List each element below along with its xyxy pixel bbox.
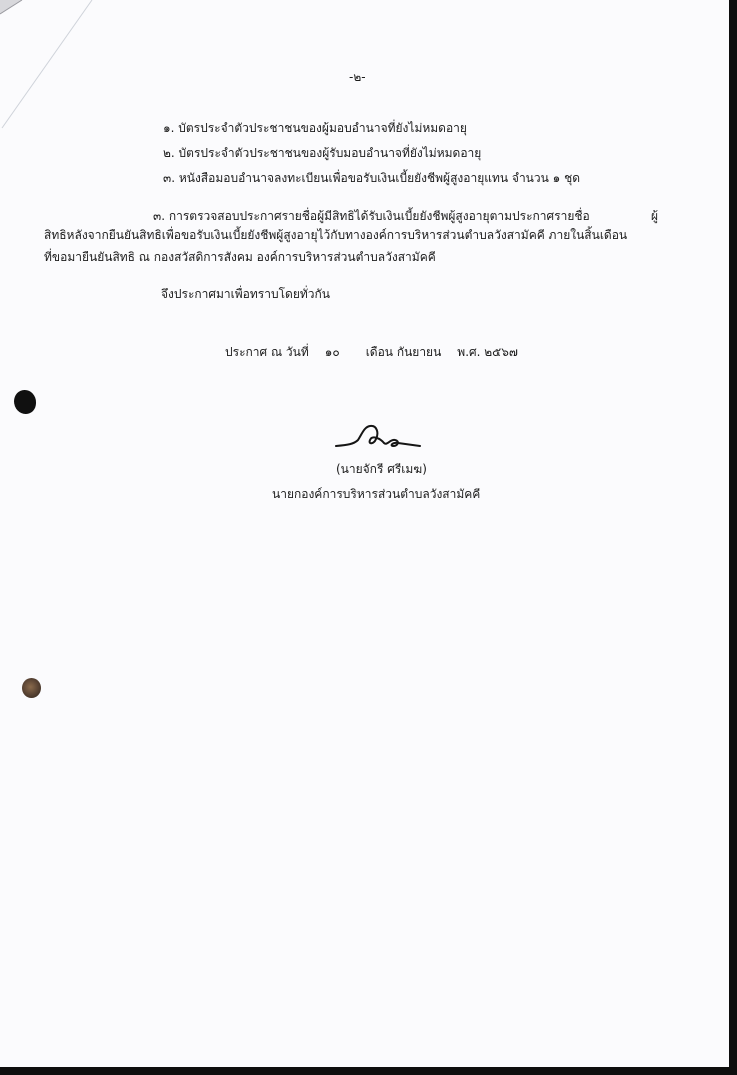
- closing-statement: จึงประกาศมาเพื่อทราบโดยทั่วกัน: [161, 287, 330, 301]
- page-number: -๒-: [349, 70, 366, 84]
- list-item: ๒. บัตรประจำตัวประชาชนของผู้รับมอบอำนาจที่ยังไม่หมดอายุ: [163, 146, 482, 160]
- list-item: ๑. บัตรประจำตัวประชาชนของผู้มอบอำนาจที่ยังไม่หมดอายุ: [163, 121, 467, 135]
- list-item: ๓. หนังสือมอบอำนาจลงทะเบียนเพื่อขอรับเงินเบี้ยยังชีพผู้สูงอายุแทน จำนวน ๑ ชุด: [163, 171, 581, 185]
- page-corner-fold: [0, 0, 120, 140]
- date-prefix: ประกาศ ณ วันที่: [225, 345, 309, 359]
- scan-border-right: [729, 0, 737, 1075]
- date-month: เดือน กันยายน: [365, 345, 442, 359]
- signer-title: นายกองค์การบริหารส่วนตำบลวังสามัคคี: [272, 487, 481, 501]
- handwritten-signature: [334, 422, 424, 454]
- date-day: ๑๐: [324, 345, 340, 359]
- paragraph-3-line-2: สิทธิหลังจากยืนยันสิทธิเพื่อขอรับเงินเบี้ยยังชีพผู้สูงอายุไว้กับทางองค์การบริหารส่วนตำบลวังสามัคคี ภายในสิ้นเดือน: [44, 228, 628, 242]
- scan-border-bottom: [0, 1067, 737, 1075]
- announcement-date: [225, 345, 518, 359]
- signer-name: (นายจักรี ศรีเมฆ): [336, 462, 427, 476]
- paragraph-3-line-3: ที่ขอมายืนยันสิทธิ ณ กองสวัสดิการสังคม องค์การบริหารส่วนตำบลวังสามัคคี: [44, 250, 436, 264]
- paragraph-3-line-1-tail: ผู้: [651, 209, 659, 223]
- ink-blot: [14, 390, 36, 414]
- stain-spot: [22, 678, 41, 698]
- date-year: พ.ศ. ๒๕๖๗: [457, 345, 518, 359]
- paragraph-3-line-1: ๓. การตรวจสอบประกาศรายชื่อผู้มีสิทธิได้รับเงินเบี้ยยังชีพผู้สูงอายุตามประกาศรายชื่อ: [153, 209, 590, 223]
